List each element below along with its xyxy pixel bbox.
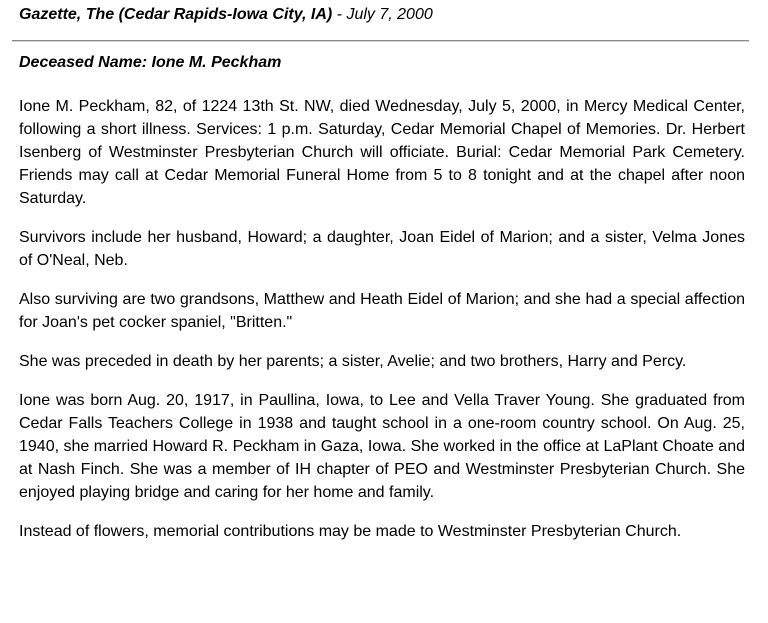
obituary-body: [19, 95, 745, 559]
publication-date: July 7, 2000: [346, 6, 433, 23]
paragraph-also-surviving: Also surviving are two grandsons, Matthew and Heath Eidel of Marion; and she had a special affection for Joan's pet cocker spaniel, "Britten.": [19, 291, 745, 331]
source-header: [19, 6, 433, 24]
paragraph-memorials: Instead of flowers, memorial contributions may be made to Westminster Presbyterian Church.: [19, 523, 682, 540]
paragraph-preceded-in-death: She was preceded in death by her parents; a sister, Avelie; and two brothers, Harry and Percy.: [19, 353, 687, 370]
header-separator: -: [332, 6, 347, 23]
paragraph-biography: Ione was born Aug. 20, 1917, in Paullina, Iowa, to Lee and Vella Traver Young. She graduated from Cedar Falls Teachers College in 1938 and taught school in a one-room country school. On Aug. 25, 1940, she married Howard R. Peckham in Gaza, Iowa. She worked in the office at LaPlant Choate and at Nash Finch. She was a member of IH chapter of PEO and Westminster Presbyterian Church. She enjoyed playing bridge and caring for her home and family.: [19, 392, 745, 501]
publication-name: Gazette, The (Cedar Rapids-Iowa City, IA): [19, 6, 333, 23]
paragraph-survivors: Survivors include her husband, Howard; a daughter, Joan Eidel of Marion; and a sister, Velma Jones of O'Neal, Neb.: [19, 229, 745, 269]
deceased-name-heading: Deceased Name: Ione M. Peckham: [19, 54, 282, 71]
header-divider: [12, 40, 749, 42]
paragraph-death-notice: Ione M. Peckham, 82, of 1224 13th St. NW, died Wednesday, July 5, 2000, in Mercy Medical Center, following a short illness. Services: 1 p.m. Saturday, Cedar Memorial Chapel of Memories. Dr. Herbert Isenberg of Westminster Presbyterian Church will officiate. Burial: Cedar Memorial Park Cemetery. Friends may call at Cedar Memorial Funeral Home from 5 to 8 tonight and at the chapel after noon Saturday.: [19, 98, 745, 207]
